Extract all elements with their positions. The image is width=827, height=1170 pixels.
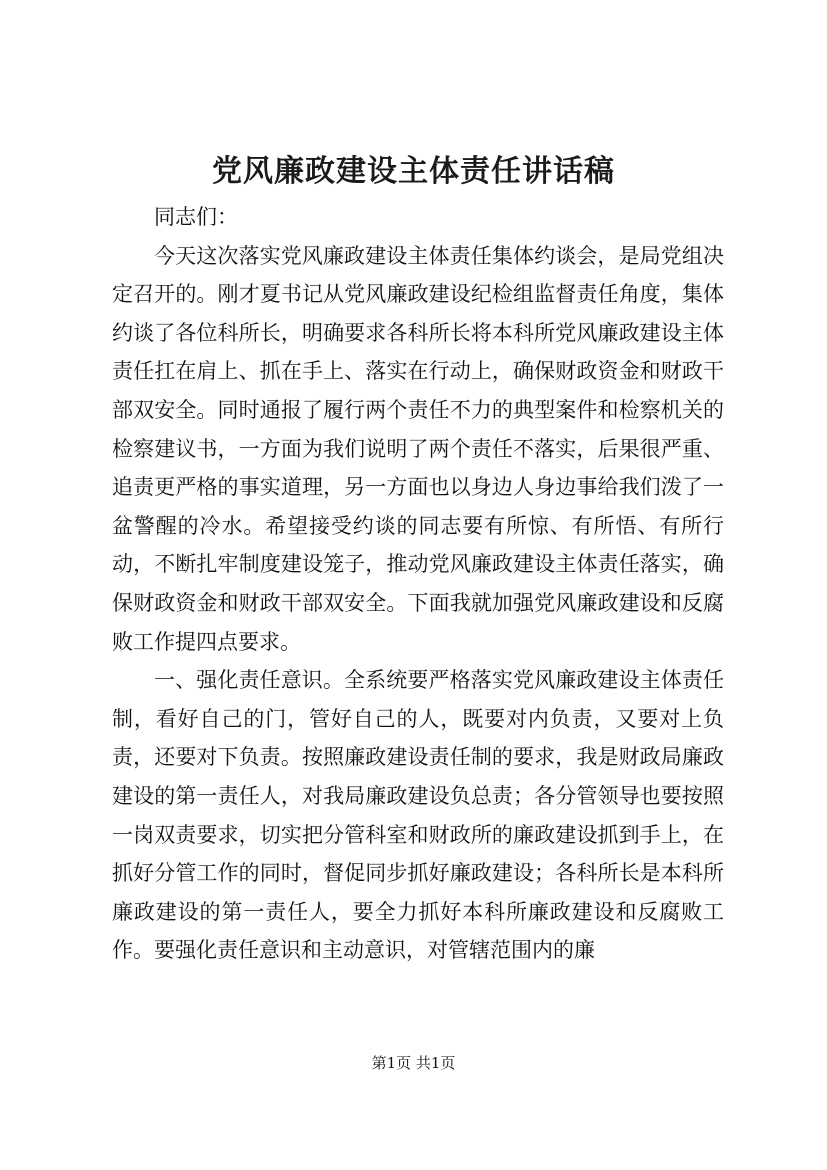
document-title: 党风廉政建设主体责任讲话稿 bbox=[212, 154, 615, 189]
paragraph-2: 一、强化责任意识。全系统要严格落实党风廉政建设主体责任制，看好自己的门，管好自己的人，既要对内负责，又要对上负责，还要对下负责。按照廉政建设责任制的要求，我是财政局廉政建设的第一责任人，对我局廉政建设负总责；各分管领导也要按照一岗双责要求，切实把分管科室和财政所的廉政建设抓到手上，在抓好分管工作的同时，督促同步抓好廉政建设；各科所长是本科所廉政建设的第一责任人，要全力抓好本科所廉政建设和反腐败工作。要强化责任意识和主动意识，对管辖范围内的廉 bbox=[112, 668, 724, 963]
document-body bbox=[112, 198, 724, 970]
paragraph-1: 今天这次落实党风廉政建设主体责任集体约谈会，是局党组决定召开的。刚才夏书记从党风廉政建设纪检组监督责任角度，集体约谈了各位科所长，明确要求各科所长将本科所党风廉政建设主体责任扛在肩上、抓在手上、落实在行动上，确保财政资金和财政干部双安全。同时通报了履行两个责任不力的典型案件和检察机关的检察建议书，一方面为我们说明了两个责任不落实，后果很严重、追责更严格的事实道理，另一方面也以身边人身边事给我们泼了一盆警醒的冷水。希望接受约谈的同志要有所惊、有所悟、有所行动，不断扎牢制度建设笼子，推动党风廉政建设主体责任落实，确保财政资金和财政干部双安全。下面我就加强党风廉政建设和反腐败工作提四点要求。 bbox=[112, 243, 724, 654]
page-footer: 第1页 共1页 bbox=[371, 1054, 456, 1072]
salutation: 同志们： bbox=[154, 205, 238, 229]
